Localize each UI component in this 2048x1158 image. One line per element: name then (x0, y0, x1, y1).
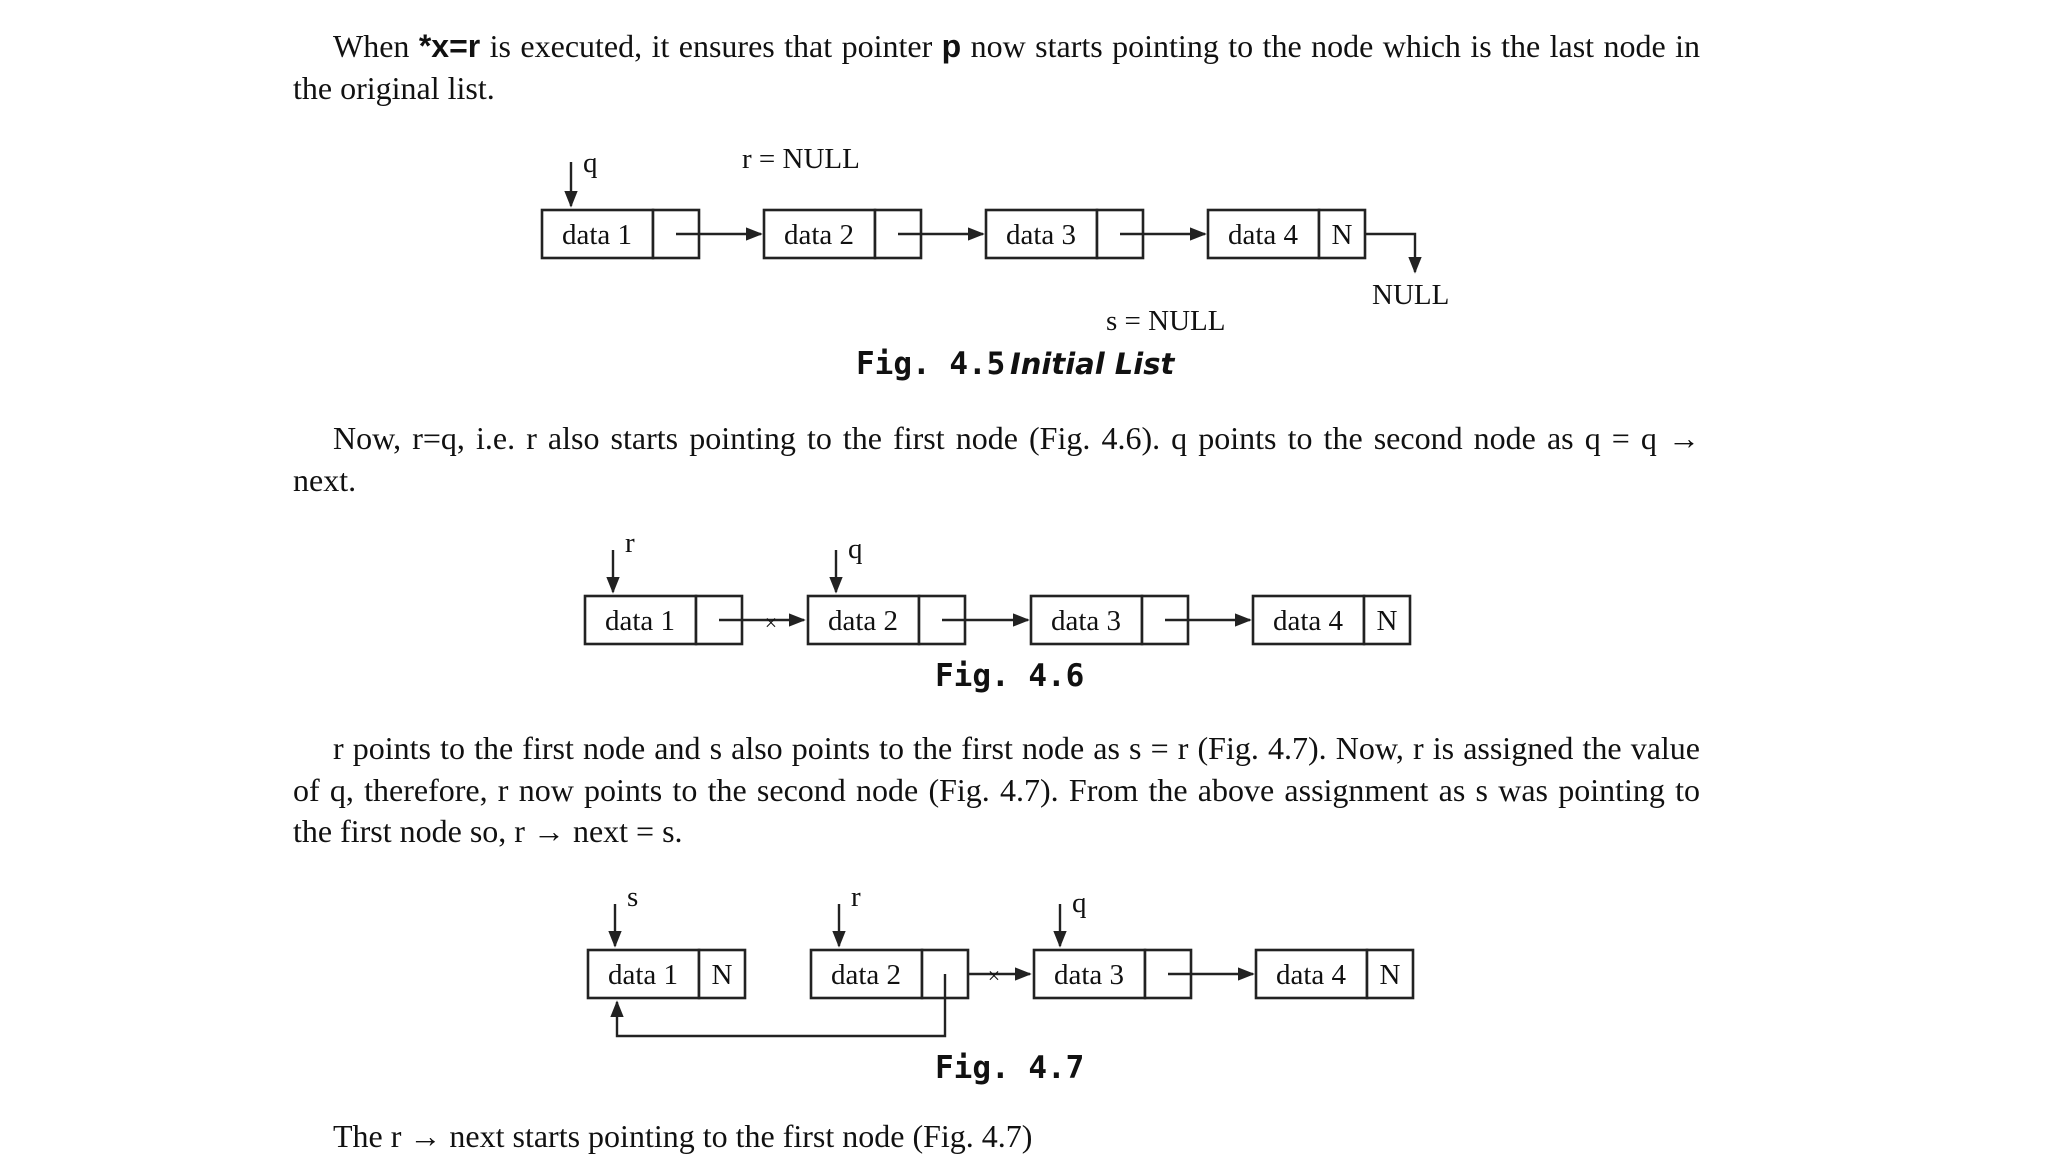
node-data-label: data 1 (604, 605, 676, 637)
code-expression: *x=r (418, 28, 481, 64)
pointer-r-label: r (625, 527, 635, 559)
paragraph-r-next-first-node (293, 1116, 1700, 1158)
null-marker: N (1376, 605, 1398, 637)
figure-caption: Fig. 4.6 (935, 658, 1085, 694)
null-marker: N (711, 959, 733, 991)
pointer-q-label: q (848, 533, 863, 565)
list-node (1256, 950, 1413, 998)
node-data-label: data 3 (1053, 959, 1125, 991)
node-data-label: data 4 (1227, 219, 1299, 251)
paragraph-text: r points to the first node and s also points to the first node as s = r (Fig. 4.7). Now, r is assigned the value of q, therefore, r now points to the second node (Fig. 4.7). From the above assignment as s was pointing to the first node so, r → next = s. (293, 730, 1700, 849)
node-data-label: data 4 (1272, 605, 1344, 637)
node-data-label: data 4 (1275, 959, 1347, 991)
node-data-label: data 2 (830, 959, 902, 991)
pointer-q-label: q (1072, 887, 1087, 919)
paragraph-text: The r → next starts pointing to the first node (Fig. 4.7) (333, 1118, 1033, 1154)
node-data-label: data 3 (1005, 219, 1077, 251)
pointer-s-label: s (627, 881, 639, 913)
figure-caption: Fig. 4.7 (935, 1050, 1085, 1086)
paragraph-text: When (333, 28, 419, 64)
node-data-label: data 1 (607, 959, 679, 991)
node-data-label: data 2 (827, 605, 899, 637)
pointer-q-label: q (583, 147, 598, 179)
paragraph-text: is executed, it ensures that pointer (480, 28, 942, 64)
null-marker: N (1331, 219, 1353, 251)
paragraph-text: Now, r=q, i.e. r also starts pointing to the first node (Fig. 4.6). q points to the second node as q = q → next. (293, 420, 1700, 498)
pointer-name: p (941, 28, 962, 64)
node-data-label: data 3 (1050, 605, 1122, 637)
pointer-r-label: r (851, 881, 861, 913)
figure-caption-number: Fig. 4.5 (856, 346, 1006, 382)
link-break-mark: × (764, 610, 778, 635)
node-data-label: data 2 (783, 219, 855, 251)
node-data-label: data 1 (561, 219, 633, 251)
link-break-mark: × (987, 963, 1001, 988)
end-null-label: NULL (1372, 279, 1450, 311)
paragraph-text: now starts pointing to the node which is the last node in the original list. (293, 28, 1701, 106)
list-node (1034, 950, 1191, 998)
r-null-label: r = NULL (742, 143, 860, 175)
s-null-label: s = NULL (1106, 305, 1226, 337)
figure-caption-title: Initial List (1010, 347, 1175, 381)
list-node (588, 950, 745, 998)
null-marker: N (1379, 959, 1401, 991)
